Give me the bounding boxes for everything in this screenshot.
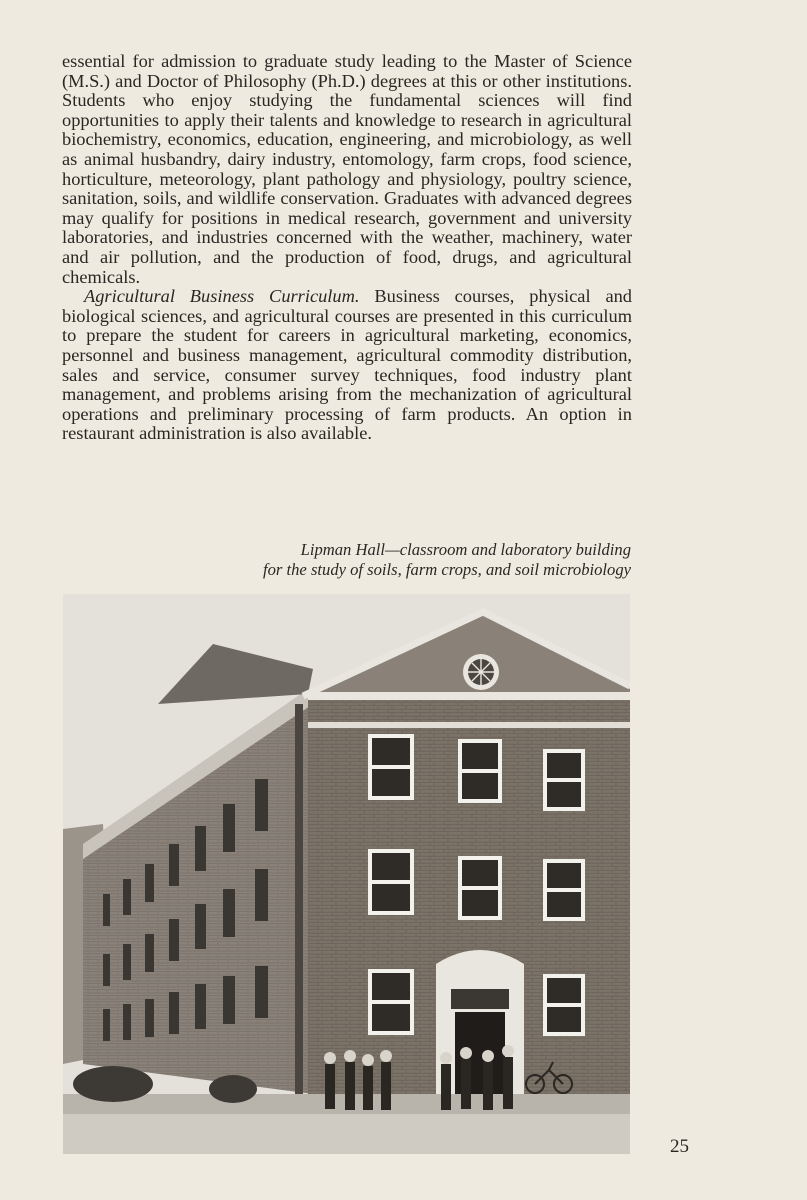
photo-caption bbox=[161, 540, 631, 580]
paragraph-graduate-study: essential for admission to graduate study leading to the Master of Science (M.S.) and Doctor of Philosophy (Ph.D.) degrees at this or other institutions. Students who enjoy studying the fundamental sciences will find opportunities to apply their talents and knowledge to research in agricultural biochemistry, economics, education, engineering, and microbiology, as well as animal husbandry, dairy industry, entomology, farm crops, food science, horticulture, meteorology, plant pathology and physiology, poultry science, sanitation, soils, and wildlife conservation. Graduates with advanced degrees may qualify for positions in medical research, government and university laboratories, and industries concerned with the weather, machinery, water and air pollution, and the production of food, drugs, and agricultural chemicals. bbox=[62, 51, 632, 287]
building-photo bbox=[63, 594, 630, 1154]
caption-line-2: for the study of soils, farm crops, and soil microbiology bbox=[263, 560, 631, 579]
body-text bbox=[62, 52, 632, 444]
paragraph-text: Business courses, physical and biological sciences, and agricultural courses are presented in this curriculum to prepare the student for careers in agricultural marketing, economics, personnel and business management, agricultural commodity distribution, sales and service, consumer survey techniques, food industry plant management, and problems arising from the mechanization of agricultural operations and preliminary processing of farm products. An option in restaurant administration is also available. bbox=[62, 286, 632, 444]
paragraph-agricultural-business bbox=[62, 287, 632, 444]
page-number: 25 bbox=[670, 1136, 689, 1157]
caption-line-1: Lipman Hall—classroom and laboratory building bbox=[300, 540, 631, 559]
paragraph-heading: Agricultural Business Curriculum. bbox=[84, 286, 360, 307]
building-illustration bbox=[63, 594, 630, 1154]
